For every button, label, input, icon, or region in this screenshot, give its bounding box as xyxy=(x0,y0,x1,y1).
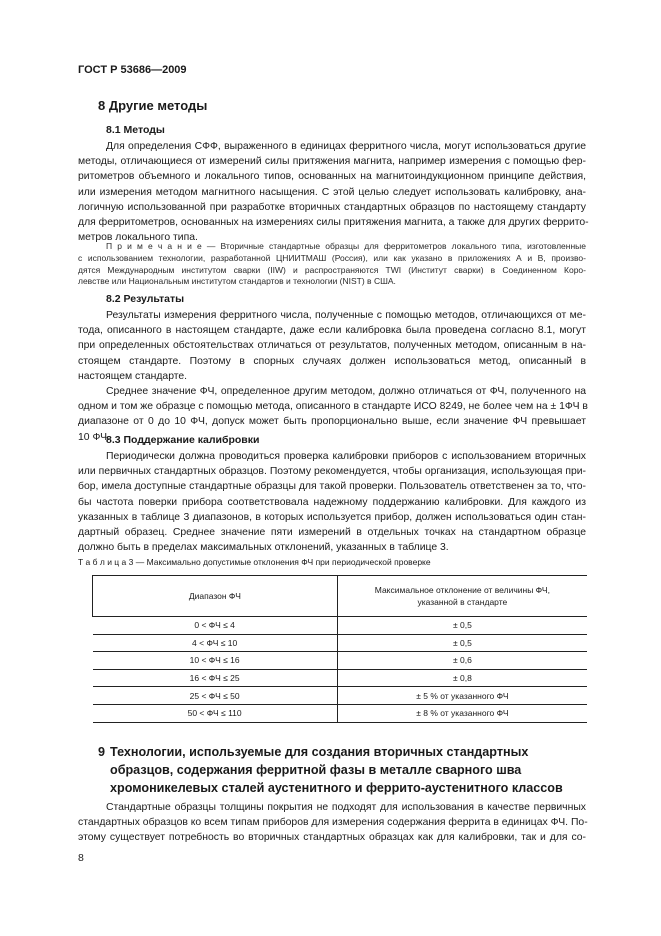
text-line: при определенных обстоятельствах отличаться от результатов, полученных методом, описанным в на- xyxy=(78,340,586,352)
table-caption: Т а б л и ц а 3 — Максимально допустимые отклонения ФЧ при периодической проверке xyxy=(78,557,431,567)
deviation-table xyxy=(92,575,587,723)
heading-line: хромоникелевых сталей аустенитного и феррито-аустенитного классов xyxy=(110,781,563,795)
text-line: стоящем стандарте. Поэтому в спорных случаях должен использоваться метод, описанный в xyxy=(78,355,586,367)
note-line: с использованием технологии, разработанной ЦНИИТМАШ (Россия), или как указано в приложениях А и В, произво- xyxy=(78,252,586,263)
text-line: тода, описанного в настоящем стандарте, даже если калибровка была проведена согласно 8.1, могут xyxy=(78,325,586,337)
deviation-cell: ± 8 % от указанного ФЧ xyxy=(337,704,587,722)
section-9-number: 9 xyxy=(98,745,106,759)
section-8-3-heading: 8.3 Поддержание калибровки xyxy=(106,434,260,446)
text-line: методы, отличающиеся от измерений силы притяжения магнита, например измерения с помощью фер- xyxy=(78,156,586,168)
text-line: Среднее значение ФЧ, определенное другим методом, должно отличаться от ФЧ, полученного на xyxy=(106,386,586,398)
section-8-2-text xyxy=(78,308,586,445)
range-cell: 0 < ФЧ ≤ 4 xyxy=(93,617,338,635)
heading-line: Технологии, используемые для создания вторичных стандартных xyxy=(110,745,529,759)
column-header-range: Диапазон ФЧ xyxy=(93,576,338,617)
deviation-cell: ± 5 % от указанного ФЧ xyxy=(337,687,587,705)
text-line: Результаты измерения ферритного числа, полученные с помощью методов, отличающихся от ме- xyxy=(106,310,586,321)
section-9-heading xyxy=(98,743,563,797)
note-line: левстве или Национальным институтом стандартов и технологии (NIST) в США. xyxy=(78,276,396,287)
text-line: метров локального типа. xyxy=(78,232,198,244)
column-header-deviation xyxy=(337,576,587,617)
text-line: дартный образец. Среднее значение пяти измерений в отдельных точках на стандартном образце xyxy=(78,527,586,539)
table-row xyxy=(93,652,588,670)
text-line: логичную использованной при разработке вторичных стандартных образцов по настоящему стандарту xyxy=(78,201,586,213)
text-line: для ферритометров, основанных на измерениях силы притяжения магнита, а также для других феррито- xyxy=(78,217,589,229)
text-line: диапазоне от 0 до 10 ФЧ, допуск может быть пропорционально выше, если значение ФЧ превышает xyxy=(78,416,586,428)
deviation-cell: ± 0,8 xyxy=(337,669,587,687)
text-line: 10 ФЧ. xyxy=(78,431,110,443)
text-line: должно быть в пределах максимальных отклонений, указанных в таблице 3. xyxy=(78,542,449,554)
section-8-2-heading: 8.2 Результаты xyxy=(106,293,185,305)
section-8-3-text xyxy=(78,449,586,555)
section-8-1-heading: 8.1 Методы xyxy=(106,124,165,136)
table-row xyxy=(93,634,588,652)
deviation-cell: ± 0,5 xyxy=(337,634,587,652)
section-9-text xyxy=(78,800,586,846)
table-row xyxy=(93,704,588,722)
deviation-cell: ± 0,5 xyxy=(337,617,587,635)
document-code: ГОСТ Р 53686—2009 xyxy=(78,64,187,76)
range-cell: 10 < ФЧ ≤ 16 xyxy=(93,652,338,670)
text-line: Стандартные образцы толщины покрытия не подходят для использования в качестве первичных xyxy=(106,802,586,813)
header-line: указанной в стандарте xyxy=(417,597,508,607)
text-line: бы частота поверки прибора соответствовала надежному поддержанию калибровки. Для каждого из xyxy=(78,496,586,508)
text-line: настоящем стандарте. xyxy=(78,370,188,382)
text-line: указанных в таблице 3 диапазонов, в которых используется прибор, должен использоваться один стан- xyxy=(78,511,586,523)
table-row xyxy=(93,687,588,705)
heading-line: образцов, содержания ферритной фазы в металле сварного шва xyxy=(110,763,522,777)
note-line: дятся Международным институтом сварки (IIW) и распространяются TWI (Институт сварки) в Соединенном Коро- xyxy=(78,264,586,275)
text-line: стандартных образцов ко всем типам приборов для измерения содержания феррита в единицах ФЧ. По- xyxy=(78,817,588,829)
range-cell: 4 < ФЧ ≤ 10 xyxy=(93,634,338,652)
text-line: одном и том же образце с помощью метода, описанного в стандарте ИСО 8249, не более чем на ± 1ФЧ в xyxy=(78,401,588,413)
header-line: Максимальное отклонение от величины ФЧ, xyxy=(374,585,550,595)
table-row xyxy=(93,617,588,635)
section-8-1-text xyxy=(78,139,589,245)
section-8-heading: 8 Другие методы xyxy=(98,98,208,113)
text-line: или измерения методом магнитного насыщения. С этой целью следует использовать калибровку, ана- xyxy=(78,186,586,198)
note-line: П р и м е ч а н и е — Вторичные стандартные образцы для ферритометров локального типа, изготовленные xyxy=(106,241,586,251)
page-number: 8 xyxy=(78,852,84,864)
text-line: этому существует потребность во вторичных стандартных образцах как для калибровки, так и для со- xyxy=(78,832,586,844)
table-row xyxy=(93,669,588,687)
text-line: Для определения СФФ, выраженного в единицах ферритного числа, могут использоваться другие xyxy=(106,141,586,152)
table-header-row xyxy=(93,576,588,617)
text-line: Периодически должна проводиться проверка калибровки приборов с использованием вторичных xyxy=(106,451,586,462)
range-cell: 25 < ФЧ ≤ 50 xyxy=(93,687,338,705)
text-line: или первичных стандартных образцов. Поэтому рекомендуется, чтобы организация, использующая при- xyxy=(78,466,586,478)
text-line: ритометров объемного и локального типов, основанных на магнитоиндукционном принципе действия, xyxy=(78,171,586,183)
range-cell: 16 < ФЧ ≤ 25 xyxy=(93,669,338,687)
range-cell: 50 < ФЧ ≤ 110 xyxy=(93,704,338,722)
deviation-cell: ± 0,6 xyxy=(337,652,587,670)
note-block xyxy=(78,241,586,288)
text-line: бор, имела доступные стандартные образцы для такой проверки. Пользователь ответственен за то, что- xyxy=(78,481,586,493)
